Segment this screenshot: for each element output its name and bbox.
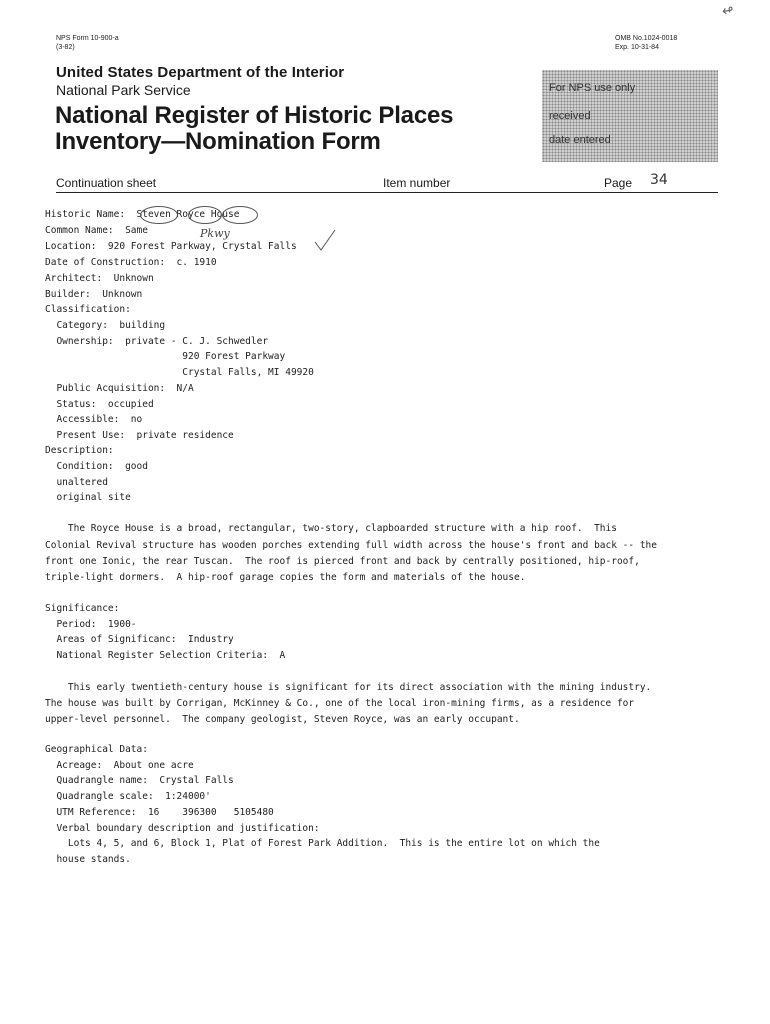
omb-info xyxy=(615,34,677,52)
form-number: NPS Form 10-900-a xyxy=(56,35,119,42)
received-label: received xyxy=(549,110,591,122)
nps-use-only-box xyxy=(542,70,718,162)
common-name-line: Common Name: Same xyxy=(45,225,148,236)
service-name: National Park Service xyxy=(56,82,191,98)
location-line: Location: 920 Forest Parkway, Crystal Falls xyxy=(45,241,297,252)
ownership-line: Ownership: private - C. J. Schwedler xyxy=(45,336,269,347)
selection-criteria-line: National Register Selection Criteria: A xyxy=(45,650,286,661)
original-site-line: original site xyxy=(45,492,131,503)
significance-paragraph-line: upper-level personnel. The company geologist, Steven Royce, was an early occupant. xyxy=(45,714,520,725)
significance-heading: Significance: xyxy=(45,603,120,614)
department-name: United States Department of the Interior xyxy=(56,64,345,81)
quadrangle-scale-line: Quadrangle scale: 1:24000' xyxy=(45,791,211,802)
quadrangle-name-line: Quadrangle name: Crystal Falls xyxy=(45,775,234,786)
date-of-construction-line: Date of Construction: c. 1910 xyxy=(45,257,217,268)
period-line: Period: 1900- xyxy=(45,619,137,630)
condition-line: Condition: good xyxy=(45,461,148,472)
utm-reference-line: UTM Reference: 16 396300 5105480 xyxy=(45,807,274,818)
geographical-data-heading: Geographical Data: xyxy=(45,744,148,755)
acreage-line: Acreage: About one acre xyxy=(45,760,194,771)
page-label: Page xyxy=(604,176,633,190)
item-number-label: Item number xyxy=(383,176,451,190)
handwritten-circle xyxy=(222,206,258,224)
description-paragraph-line: triple-light dormers. A hip-roof garage copies the form and materials of the house. xyxy=(45,572,526,583)
lots-line: Lots 4, 5, and 6, Block 1, Plat of Forest Park Addition. This is the entire lot on which the xyxy=(45,838,600,849)
accessible-line: Accessible: no xyxy=(45,414,143,425)
omb-number: OMB No.1024-0018 xyxy=(615,35,678,42)
builder-line: Builder: Unknown xyxy=(45,289,143,300)
description-paragraph-line: front one Ionic, the rear Tuscan. The roof is pierced front and back by centrally positioned, hip-roof, xyxy=(45,556,640,567)
description-paragraph-line: The Royce House is a broad, rectangular, two-story, clapboarded structure with a hip roof. This xyxy=(45,523,617,534)
owner-address-line1: 920 Forest Parkway xyxy=(45,351,286,362)
present-use-line: Present Use: private residence xyxy=(45,430,234,441)
handwritten-parkway-correction: Pkwy xyxy=(200,227,230,240)
continuation-sheet-label: Continuation sheet xyxy=(56,176,157,190)
date-entered-label: date entered xyxy=(549,134,611,146)
form-title-line1: National Register of Historic Places xyxy=(55,102,454,129)
house-stands-line: house stands. xyxy=(45,854,131,865)
architect-line: Architect: Unknown xyxy=(45,273,154,284)
category-line: Category: building xyxy=(45,320,166,331)
handwritten-corner-mark: ↫ xyxy=(720,1,735,19)
header-divider xyxy=(56,192,718,193)
status-line: Status: occupied xyxy=(45,399,154,410)
historic-name-line: Historic Name: Steven Royce House xyxy=(45,209,240,220)
omb-expiration: Exp. 10-31-84 xyxy=(615,44,659,51)
nps-use-only-label: For NPS use only xyxy=(549,82,636,94)
form-title-line2: Inventory—Nomination Form xyxy=(55,128,381,155)
areas-of-significance-line: Areas of Significanc: Industry xyxy=(45,634,234,645)
significance-paragraph-line: The house was built by Corrigan, McKinney & Co., one of the local iron-mining firms, as a residence for xyxy=(45,698,635,709)
description-paragraph-line: Colonial Revival structure has wooden porches extending full width across the house's front and back -- the xyxy=(45,540,657,551)
handwritten-circle xyxy=(140,206,178,224)
significance-paragraph-line: This early twentieth-century house is significant for its direct association with the mining industry. xyxy=(45,682,652,693)
checkmark-icon xyxy=(313,228,337,252)
classification-heading: Classification: xyxy=(45,304,131,315)
form-identifier xyxy=(56,34,119,52)
owner-address-line2: Crystal Falls, MI 49920 xyxy=(45,367,314,378)
description-heading: Description: xyxy=(45,445,114,456)
verbal-boundary-line: Verbal boundary description and justification: xyxy=(45,823,320,834)
form-revision-date: (3-82) xyxy=(56,44,75,51)
page-number: 34 xyxy=(650,172,668,188)
handwritten-circle xyxy=(188,206,222,224)
unaltered-line: unaltered xyxy=(45,477,108,488)
public-acquisition-line: Public Acquisition: N/A xyxy=(45,383,194,394)
